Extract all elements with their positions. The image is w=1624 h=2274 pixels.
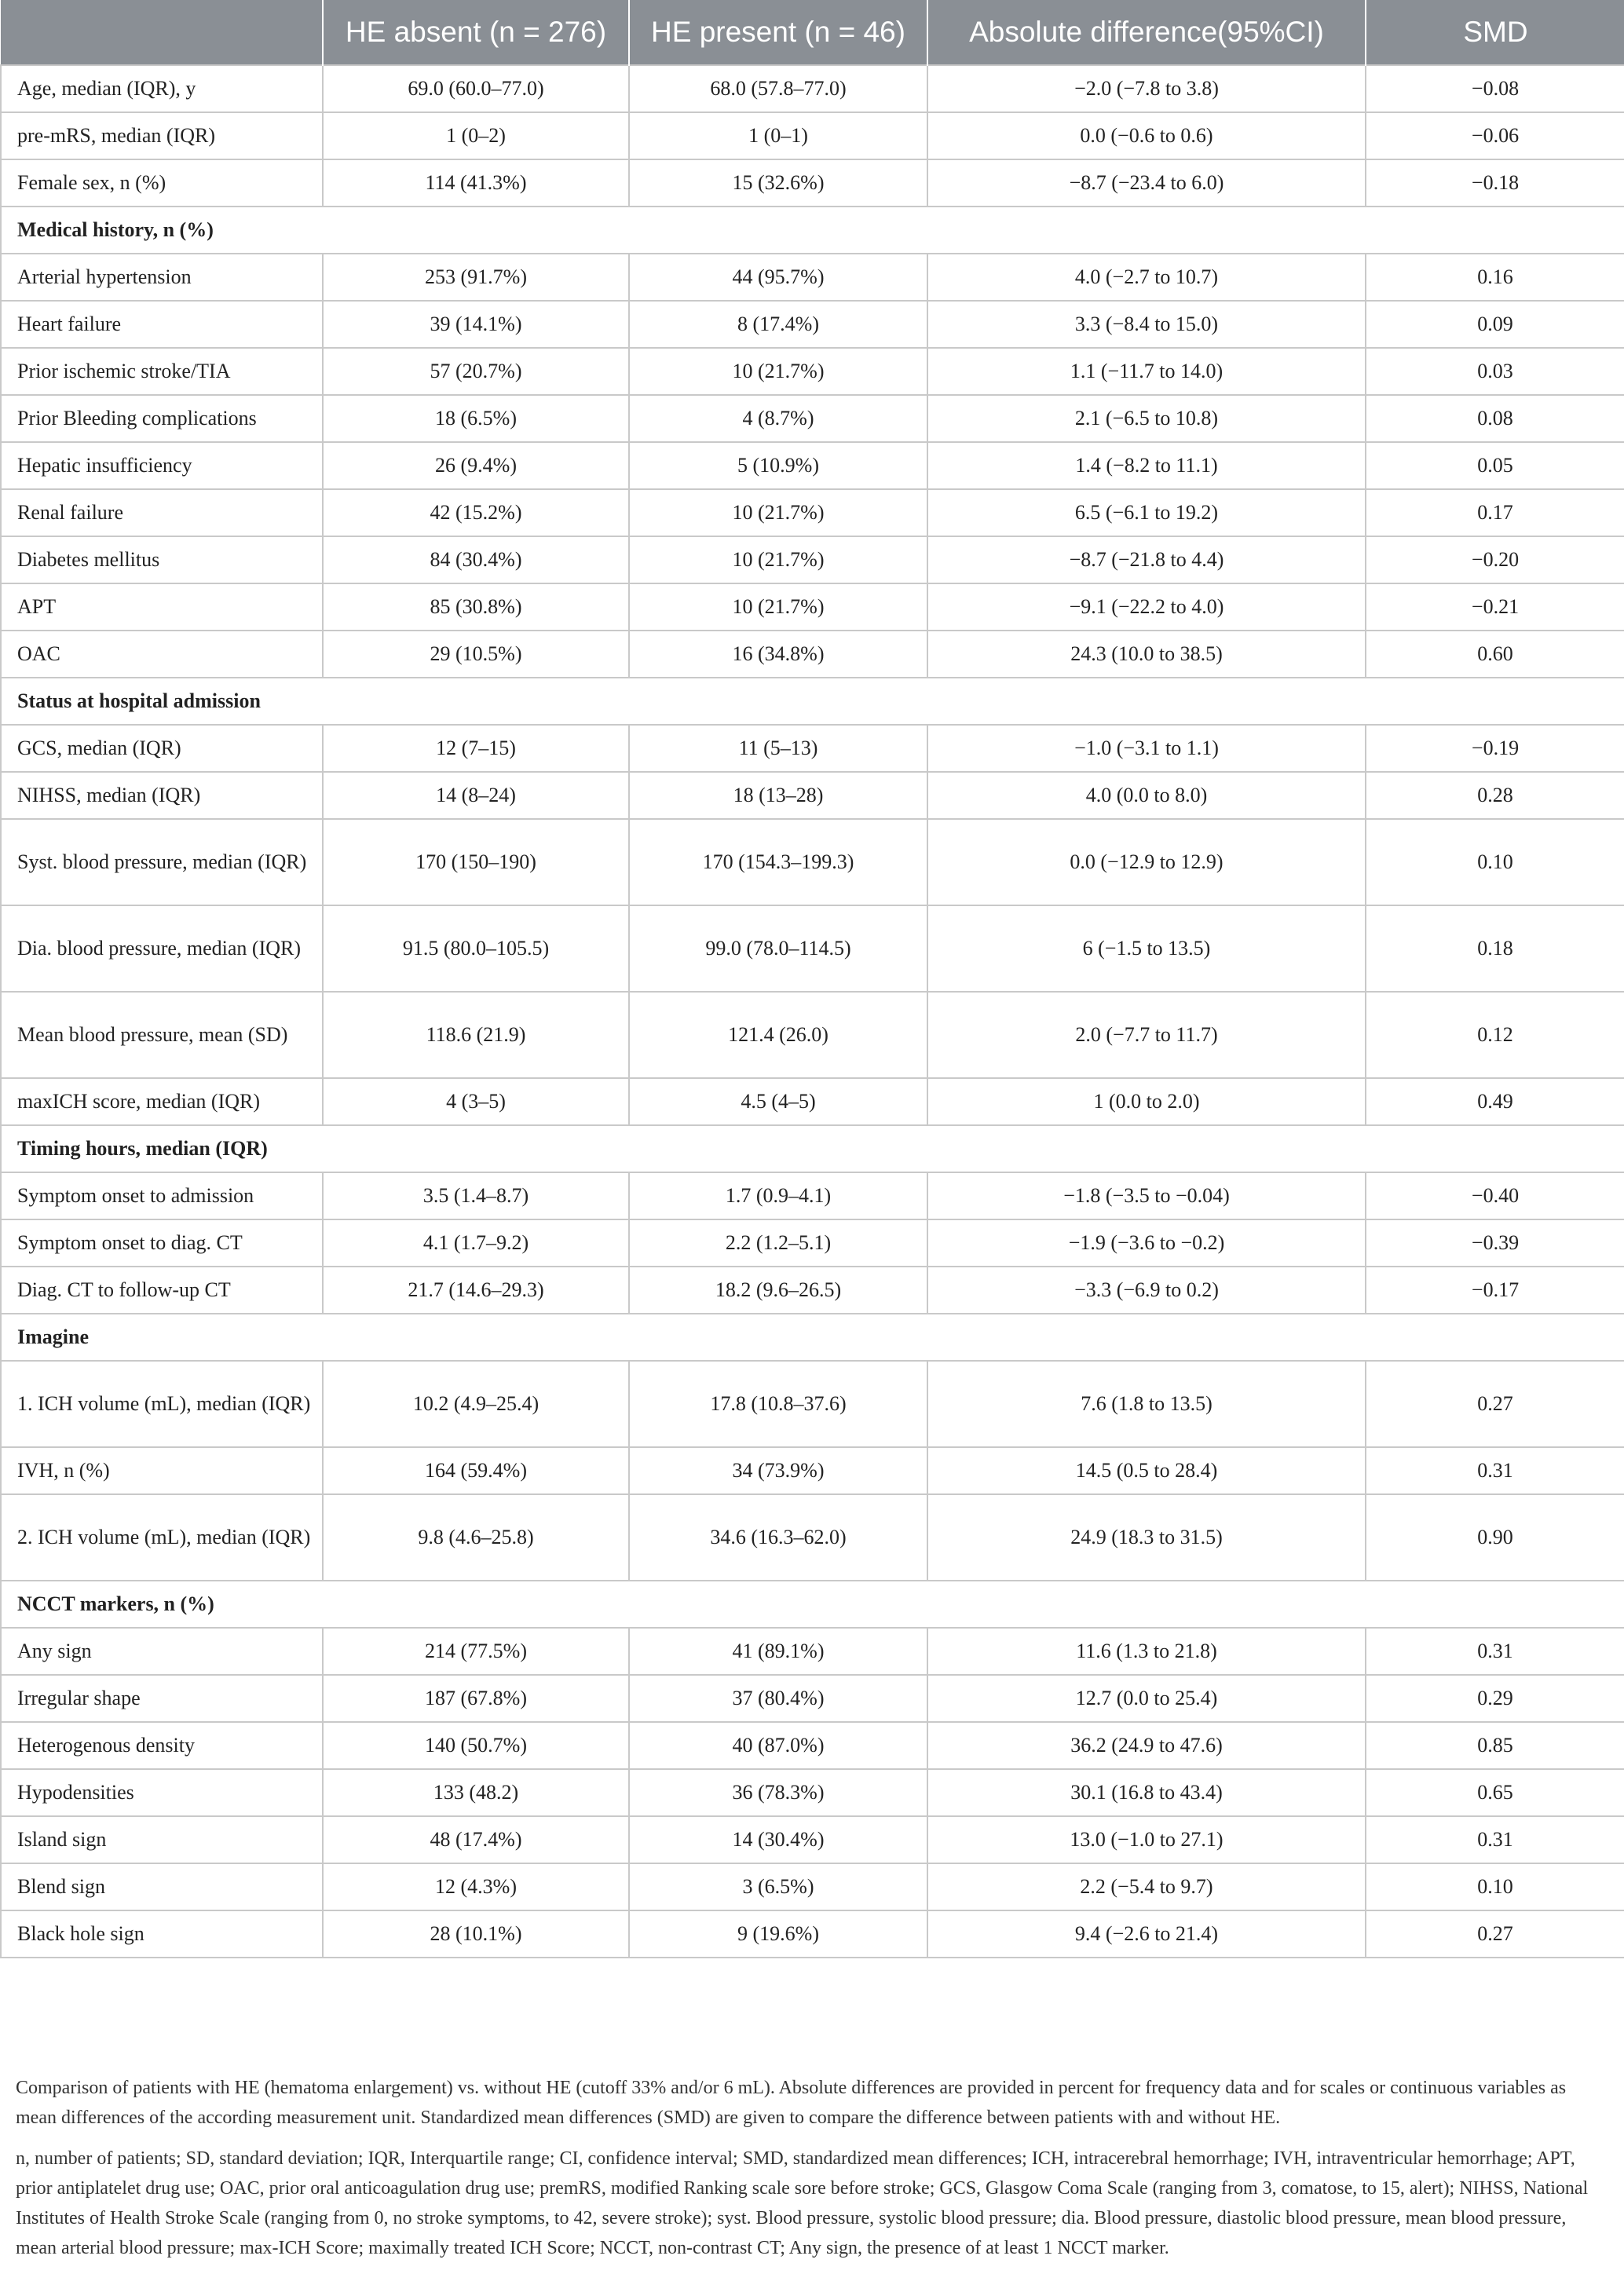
row-label: Age, median (IQR), y (1, 65, 323, 112)
he-present-value: 11 (5–13) (629, 725, 927, 772)
row-label: Diabetes mellitus (1, 536, 323, 583)
section-row (1, 678, 1624, 725)
absolute-difference-value: −8.7 (−23.4 to 6.0) (927, 159, 1366, 207)
he-present-value: 36 (78.3%) (629, 1769, 927, 1816)
smd-value: −0.40 (1366, 1172, 1624, 1219)
table-row (1, 112, 1624, 159)
row-label: maxICH score, median (IQR) (1, 1078, 323, 1125)
table-row (1, 772, 1624, 819)
smd-value: 0.85 (1366, 1722, 1624, 1769)
absolute-difference-value: −2.0 (−7.8 to 3.8) (927, 65, 1366, 112)
he-present-value: 17.8 (10.8–37.6) (629, 1361, 927, 1447)
he-present-value: 10 (21.7%) (629, 489, 927, 536)
he-present-value: 3 (6.5%) (629, 1863, 927, 1910)
smd-value: 0.09 (1366, 301, 1624, 348)
footnote-description: Comparison of patients with HE (hematoma enlargement) vs. without HE (cutoff 33% and/or 6 mL). Absolute differences are provided in percent for frequency data and for scales or continuous variables as mean differences of the according measurement unit. Standardized mean differences (SMD) are given to compare the difference between patients with and without HE. (16, 2078, 1567, 2128)
smd-value: 0.60 (1366, 631, 1624, 678)
table-header (1, 0, 1624, 65)
table-row (1, 992, 1624, 1078)
header-variable (1, 0, 323, 65)
he-absent-value: 140 (50.7%) (323, 1722, 629, 1769)
absolute-difference-value: −1.0 (−3.1 to 1.1) (927, 725, 1366, 772)
absolute-difference-value: −1.9 (−3.6 to −0.2) (927, 1219, 1366, 1267)
smd-value: 0.65 (1366, 1769, 1624, 1816)
table-body (1, 65, 1624, 1958)
he-present-value: 4.5 (4–5) (629, 1078, 927, 1125)
he-absent-value: 18 (6.5%) (323, 395, 629, 442)
row-label: Symptom onset to diag. CT (1, 1219, 323, 1267)
he-present-value: 14 (30.4%) (629, 1816, 927, 1863)
table-row (1, 1863, 1624, 1910)
table-row (1, 1361, 1624, 1447)
he-absent-value: 57 (20.7%) (323, 348, 629, 395)
absolute-difference-value: 4.0 (0.0 to 8.0) (927, 772, 1366, 819)
smd-value: 0.31 (1366, 1447, 1624, 1494)
he-absent-value: 187 (67.8%) (323, 1675, 629, 1722)
row-label: Mean blood pressure, mean (SD) (1, 992, 323, 1078)
absolute-difference-value: 14.5 (0.5 to 28.4) (927, 1447, 1366, 1494)
smd-value: 0.03 (1366, 348, 1624, 395)
smd-value: −0.06 (1366, 112, 1624, 159)
smd-value: 0.28 (1366, 772, 1624, 819)
smd-value: 0.17 (1366, 489, 1624, 536)
absolute-difference-value: 2.2 (−5.4 to 9.7) (927, 1863, 1366, 1910)
absolute-difference-value: 6.5 (−6.1 to 19.2) (927, 489, 1366, 536)
he-absent-value: 214 (77.5%) (323, 1628, 629, 1675)
smd-value: 0.05 (1366, 442, 1624, 489)
smd-value: 0.31 (1366, 1816, 1624, 1863)
table-row (1, 159, 1624, 207)
he-present-value: 4 (8.7%) (629, 395, 927, 442)
table-row (1, 348, 1624, 395)
footnote-abbreviations: n, number of patients; SD, standard deviation; IQR, Interquartile range; CI, confidence interval; SMD, standardized mean differences; ICH, intracerebral hemorrhage; IVH, intraventricular hemorrhage; APT, prior antiplatelet drug use; OAC, prior oral anticoagulation drug use; premRS, modified Ranking scale sore before stroke; GCS, Glasgow Coma Scale (ranging from 3, comatose, to 15, alert); NIHSS, National Institutes of Health Stroke Scale (ranging from 0, no stroke symptoms, to 42, severe stroke); syst. Blood pressure, systolic blood pressure; dia. Blood pressure, diastolic blood pressure, mean blood pressure, mean arterial blood pressure; max-ICH Score; maximally treated ICH Score; NCCT, non-contrast CT; Any sign, the presence of at least 1 NCCT marker. (16, 2148, 1589, 2258)
row-label: Female sex, n (%) (1, 159, 323, 207)
table-row (1, 1910, 1624, 1958)
he-absent-value: 4.1 (1.7–9.2) (323, 1219, 629, 1267)
he-absent-value: 29 (10.5%) (323, 631, 629, 678)
he-present-value: 9 (19.6%) (629, 1910, 927, 1958)
table-footnote (16, 2073, 1610, 2274)
absolute-difference-value: 24.9 (18.3 to 31.5) (927, 1494, 1366, 1581)
table-row (1, 65, 1624, 112)
he-absent-value: 12 (7–15) (323, 725, 629, 772)
table-row (1, 1078, 1624, 1125)
he-absent-value: 84 (30.4%) (323, 536, 629, 583)
row-label: Blend sign (1, 1863, 323, 1910)
table-row (1, 489, 1624, 536)
section-row (1, 207, 1624, 254)
smd-value: 0.27 (1366, 1361, 1624, 1447)
smd-value: 0.12 (1366, 992, 1624, 1078)
smd-value: 0.90 (1366, 1494, 1624, 1581)
he-present-value: 18.2 (9.6–26.5) (629, 1267, 927, 1314)
section-heading: Imagine (1, 1314, 1624, 1361)
he-absent-value: 26 (9.4%) (323, 442, 629, 489)
he-absent-value: 85 (30.8%) (323, 583, 629, 631)
he-present-value: 15 (32.6%) (629, 159, 927, 207)
he-present-value: 2.2 (1.2–5.1) (629, 1219, 927, 1267)
row-label: Irregular shape (1, 1675, 323, 1722)
he-absent-value: 10.2 (4.9–25.4) (323, 1361, 629, 1447)
absolute-difference-value: −8.7 (−21.8 to 4.4) (927, 536, 1366, 583)
table-row (1, 1447, 1624, 1494)
row-label: APT (1, 583, 323, 631)
smd-value: −0.17 (1366, 1267, 1624, 1314)
he-present-value: 16 (34.8%) (629, 631, 927, 678)
row-label: Syst. blood pressure, median (IQR) (1, 819, 323, 905)
he-present-value: 10 (21.7%) (629, 536, 927, 583)
he-absent-value: 164 (59.4%) (323, 1447, 629, 1494)
he-present-value: 10 (21.7%) (629, 583, 927, 631)
he-absent-value: 39 (14.1%) (323, 301, 629, 348)
absolute-difference-value: 13.0 (−1.0 to 27.1) (927, 1816, 1366, 1863)
he-present-value: 8 (17.4%) (629, 301, 927, 348)
table-row (1, 1219, 1624, 1267)
absolute-difference-value: 30.1 (16.8 to 43.4) (927, 1769, 1366, 1816)
row-label: Renal failure (1, 489, 323, 536)
he-absent-value: 3.5 (1.4–8.7) (323, 1172, 629, 1219)
he-present-value: 121.4 (26.0) (629, 992, 927, 1078)
absolute-difference-value: 1.1 (−11.7 to 14.0) (927, 348, 1366, 395)
table-row (1, 725, 1624, 772)
row-label: pre-mRS, median (IQR) (1, 112, 323, 159)
he-absent-value: 114 (41.3%) (323, 159, 629, 207)
table-row (1, 1267, 1624, 1314)
absolute-difference-value: 4.0 (−2.7 to 10.7) (927, 254, 1366, 301)
section-heading: Status at hospital admission (1, 678, 1624, 725)
absolute-difference-value: 0.0 (−0.6 to 0.6) (927, 112, 1366, 159)
row-label: Arterial hypertension (1, 254, 323, 301)
smd-value: −0.08 (1366, 65, 1624, 112)
table-row (1, 1494, 1624, 1581)
table-row (1, 254, 1624, 301)
row-label: Hypodensities (1, 1769, 323, 1816)
row-label: IVH, n (%) (1, 1447, 323, 1494)
row-label: Black hole sign (1, 1910, 323, 1958)
he-present-value: 170 (154.3–199.3) (629, 819, 927, 905)
smd-value: −0.20 (1366, 536, 1624, 583)
he-absent-value: 42 (15.2%) (323, 489, 629, 536)
he-absent-value: 14 (8–24) (323, 772, 629, 819)
absolute-difference-value: 1.4 (−8.2 to 11.1) (927, 442, 1366, 489)
he-present-value: 1.7 (0.9–4.1) (629, 1172, 927, 1219)
header-smd: SMD (1366, 0, 1624, 65)
he-present-value: 18 (13–28) (629, 772, 927, 819)
he-present-value: 34.6 (16.3–62.0) (629, 1494, 927, 1581)
row-label: Prior ischemic stroke/TIA (1, 348, 323, 395)
he-present-value: 68.0 (57.8–77.0) (629, 65, 927, 112)
header-he-absent: HE absent (n = 276) (323, 0, 629, 65)
table-row (1, 583, 1624, 631)
section-row (1, 1125, 1624, 1172)
row-label: Hepatic insufficiency (1, 442, 323, 489)
smd-value: 0.10 (1366, 1863, 1624, 1910)
he-present-value: 41 (89.1%) (629, 1628, 927, 1675)
absolute-difference-value: 12.7 (0.0 to 25.4) (927, 1675, 1366, 1722)
he-absent-value: 133 (48.2) (323, 1769, 629, 1816)
row-label: Diag. CT to follow-up CT (1, 1267, 323, 1314)
absolute-difference-value: 6 (−1.5 to 13.5) (927, 905, 1366, 992)
table-row (1, 395, 1624, 442)
section-heading: NCCT markers, n (%) (1, 1581, 1624, 1628)
smd-value: −0.18 (1366, 159, 1624, 207)
he-absent-value: 4 (3–5) (323, 1078, 629, 1125)
smd-value: 0.18 (1366, 905, 1624, 992)
row-label: NIHSS, median (IQR) (1, 772, 323, 819)
smd-value: −0.19 (1366, 725, 1624, 772)
table-row (1, 631, 1624, 678)
table-row (1, 1816, 1624, 1863)
table-row (1, 1172, 1624, 1219)
he-absent-value: 118.6 (21.9) (323, 992, 629, 1078)
row-label: OAC (1, 631, 323, 678)
smd-value: −0.21 (1366, 583, 1624, 631)
he-present-value: 40 (87.0%) (629, 1722, 927, 1769)
absolute-difference-value: 36.2 (24.9 to 47.6) (927, 1722, 1366, 1769)
table-row (1, 1628, 1624, 1675)
he-present-value: 10 (21.7%) (629, 348, 927, 395)
smd-value: −0.39 (1366, 1219, 1624, 1267)
table-row (1, 819, 1624, 905)
row-label: Symptom onset to admission (1, 1172, 323, 1219)
he-absent-value: 21.7 (14.6–29.3) (323, 1267, 629, 1314)
row-label: Heterogenous density (1, 1722, 323, 1769)
he-present-value: 34 (73.9%) (629, 1447, 927, 1494)
he-present-value: 5 (10.9%) (629, 442, 927, 489)
he-absent-value: 48 (17.4%) (323, 1816, 629, 1863)
smd-value: 0.27 (1366, 1910, 1624, 1958)
absolute-difference-value: 7.6 (1.8 to 13.5) (927, 1361, 1366, 1447)
table-row (1, 1675, 1624, 1722)
he-absent-value: 28 (10.1%) (323, 1910, 629, 1958)
absolute-difference-value: 24.3 (10.0 to 38.5) (927, 631, 1366, 678)
smd-value: 0.49 (1366, 1078, 1624, 1125)
absolute-difference-value: 3.3 (−8.4 to 15.0) (927, 301, 1366, 348)
he-absent-value: 9.8 (4.6–25.8) (323, 1494, 629, 1581)
table-row (1, 1722, 1624, 1769)
absolute-difference-value: 9.4 (−2.6 to 21.4) (927, 1910, 1366, 1958)
absolute-difference-value: −9.1 (−22.2 to 4.0) (927, 583, 1366, 631)
smd-value: 0.10 (1366, 819, 1624, 905)
row-label: Heart failure (1, 301, 323, 348)
he-absent-value: 253 (91.7%) (323, 254, 629, 301)
section-row (1, 1314, 1624, 1361)
smd-value: 0.31 (1366, 1628, 1624, 1675)
absolute-difference-value: 2.1 (−6.5 to 10.8) (927, 395, 1366, 442)
row-label: 2. ICH volume (mL), median (IQR) (1, 1494, 323, 1581)
table-row (1, 1769, 1624, 1816)
he-absent-value: 69.0 (60.0–77.0) (323, 65, 629, 112)
table-row (1, 301, 1624, 348)
header-absolute-difference: Absolute difference(95%CI) (927, 0, 1366, 65)
row-label: Dia. blood pressure, median (IQR) (1, 905, 323, 992)
header-he-present: HE present (n = 46) (629, 0, 927, 65)
smd-value: 0.08 (1366, 395, 1624, 442)
row-label: 1. ICH volume (mL), median (IQR) (1, 1361, 323, 1447)
table-row (1, 905, 1624, 992)
section-heading: Medical history, n (%) (1, 207, 1624, 254)
row-label: Island sign (1, 1816, 323, 1863)
he-present-value: 99.0 (78.0–114.5) (629, 905, 927, 992)
he-absent-value: 1 (0–2) (323, 112, 629, 159)
section-row (1, 1581, 1624, 1628)
table-row (1, 536, 1624, 583)
table-row (1, 442, 1624, 489)
he-present-value: 44 (95.7%) (629, 254, 927, 301)
row-label: GCS, median (IQR) (1, 725, 323, 772)
smd-value: 0.29 (1366, 1675, 1624, 1722)
smd-value: 0.16 (1366, 254, 1624, 301)
absolute-difference-value: 0.0 (−12.9 to 12.9) (927, 819, 1366, 905)
section-heading: Timing hours, median (IQR) (1, 1125, 1624, 1172)
absolute-difference-value: −3.3 (−6.9 to 0.2) (927, 1267, 1366, 1314)
absolute-difference-value: 1 (0.0 to 2.0) (927, 1078, 1366, 1125)
he-present-value: 1 (0–1) (629, 112, 927, 159)
he-absent-value: 170 (150–190) (323, 819, 629, 905)
row-label: Any sign (1, 1628, 323, 1675)
he-absent-value: 91.5 (80.0–105.5) (323, 905, 629, 992)
absolute-difference-value: 11.6 (1.3 to 21.8) (927, 1628, 1366, 1675)
he-absent-value: 12 (4.3%) (323, 1863, 629, 1910)
he-present-value: 37 (80.4%) (629, 1675, 927, 1722)
row-label: Prior Bleeding complications (1, 395, 323, 442)
absolute-difference-value: −1.8 (−3.5 to −0.04) (927, 1172, 1366, 1219)
absolute-difference-value: 2.0 (−7.7 to 11.7) (927, 992, 1366, 1078)
